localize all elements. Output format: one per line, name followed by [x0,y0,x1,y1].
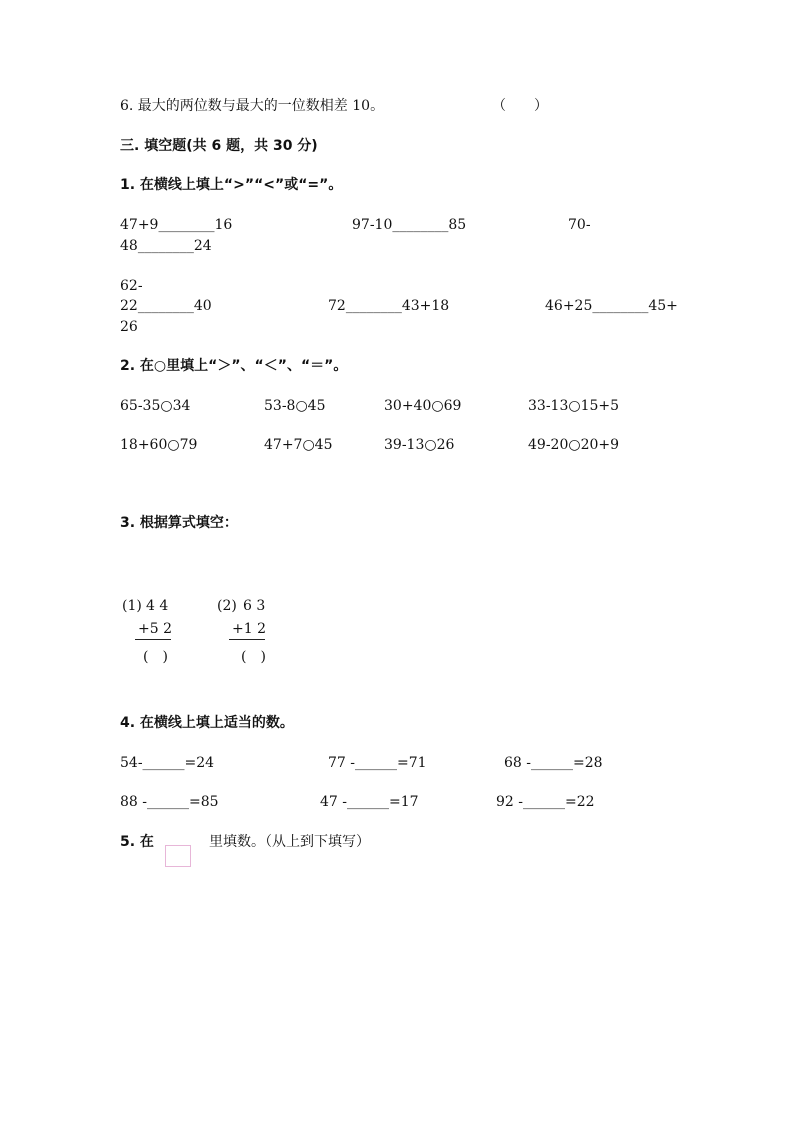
calc1-line [135,639,171,640]
calc2-line [229,639,265,640]
calc1-label: (1) [122,598,142,614]
q1-title: 1. 在横线上填上“>”“<”或“=”。 [120,177,343,193]
q2-item-3[interactable]: 30+40○69 [384,398,462,414]
calc2-top: 6 3 [243,598,266,614]
q2-item-4[interactable]: 33-13○15+5 [528,398,620,414]
q1-item-5[interactable]: 72________43+18 [328,298,450,314]
q3-title: 3. 根据算式填空： [120,515,238,531]
q1-item-6-cont: 26 [120,319,138,335]
calc2-label: (2) [217,598,237,614]
q2-item-7[interactable]: 39-13○26 [384,437,455,453]
q1-item-3-start: 70- [568,217,591,233]
calc1-result[interactable]: ( ) [143,649,168,665]
q4-item-1[interactable]: 54-______=24 [120,755,215,771]
q2-item-6[interactable]: 47+7○45 [264,437,333,453]
calc2-result[interactable]: ( ) [241,649,266,665]
calc2-second: +1 2 [232,621,266,637]
q5-suffix: 里填数。（从上到下填写） [209,834,370,850]
q4-title: 4. 在横线上填上适当的数。 [120,715,294,731]
q4-item-3[interactable]: 68 -______=28 [504,755,603,771]
q1-item-2[interactable]: 97-10________85 [352,217,467,233]
q2-item-5[interactable]: 18+60○79 [120,437,198,453]
q4-item-6[interactable]: 92 -______=22 [496,794,595,810]
q2-item-1[interactable]: 65-35○34 [120,398,191,414]
q6-text: 6. 最大的两位数与最大的一位数相差 10。 [120,98,385,114]
section-title: 三. 填空题(共 6 题，共 30 分) [120,138,318,154]
q5-prefix: 5. 在 [120,834,154,850]
q4-item-2[interactable]: 77 -______=71 [328,755,427,771]
q1-item-1[interactable]: 47+9________16 [120,217,233,233]
q1-item-4[interactable]: 22________40 [120,298,212,314]
q1-item-6[interactable]: 46+25________45+ [545,298,678,314]
q2-item-8[interactable]: 49-20○20+9 [528,437,620,453]
q2-item-2[interactable]: 53-8○45 [264,398,326,414]
q5-placeholder-box [165,845,191,867]
q4-item-5[interactable]: 47 -______=17 [320,794,419,810]
q4-item-4[interactable]: 88 -______=85 [120,794,219,810]
q1-item-4-start: 62- [120,278,143,294]
calc1-second: +5 2 [138,621,172,637]
q6-answer-paren[interactable]: （ ） [492,98,548,114]
q2-title: 2. 在○里填上“＞”、“＜”、“＝”。 [120,358,348,374]
calc1-top: 4 4 [146,598,169,614]
q1-item-3-cont[interactable]: 48________24 [120,238,212,254]
